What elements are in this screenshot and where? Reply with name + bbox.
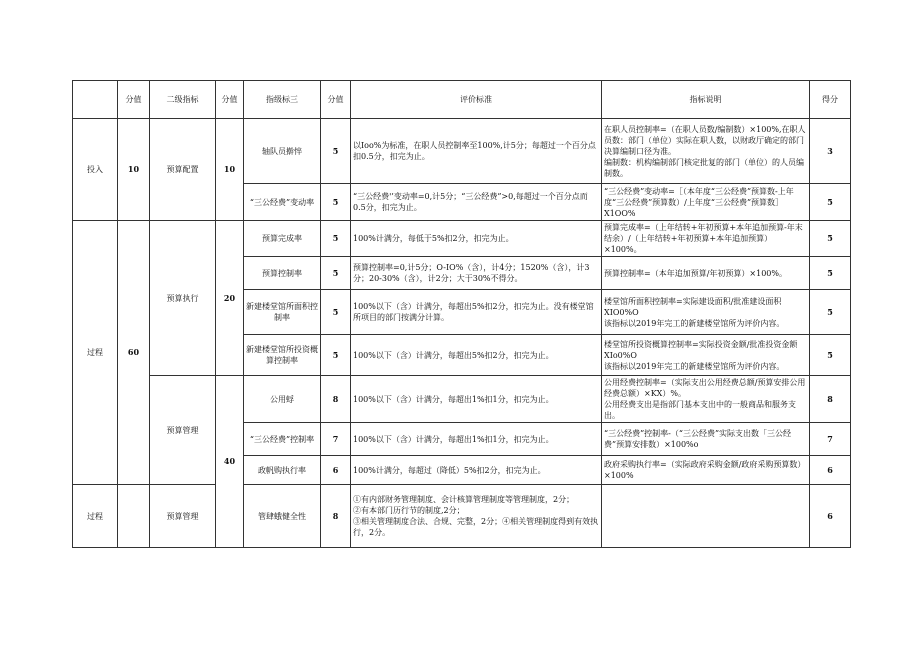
criteria-cell: 100%计满分，每超过（降低）5%扣2分，扣完为止。 bbox=[351, 456, 602, 485]
criteria-cell: 预算控制率=0,计5分；O-IO%（含），计4分；1520%（含），计3分；20-30%（含），计2分；大于30%不得分。 bbox=[351, 257, 602, 290]
criteria-cell: ①有内部财务管理制度、会计核算管理制度等管理制度，2分； ②有本部门历行节的制度,2分； ③相关管理制度合法、合规、完整，2分；④相关管理制度得到有效执行，2分。 bbox=[351, 485, 602, 548]
explanation-cell: “三公经费”变动率=［（本年度“三公经费”预算数-上年度“三公经费”预算数）/上年度“三公经费”预算数］X1OO% bbox=[602, 184, 810, 221]
level3-cell: 公用蜉 bbox=[244, 376, 321, 423]
explanation-cell: 楼堂馆所面积控制率=实际建设面积/批准建设面积 XIO0%O 该指标以2019年完工的新建楼堂馆所为评价内容。 bbox=[602, 290, 810, 335]
result-cell: 5 bbox=[810, 257, 851, 290]
category-cell: 过程 bbox=[73, 221, 118, 485]
level3-score: 5 bbox=[321, 335, 351, 376]
category-score: 60 bbox=[118, 221, 150, 485]
level3-cell: “三公经费”变动率 bbox=[244, 184, 321, 221]
level3-score: 5 bbox=[321, 221, 351, 257]
level2-cell: 预算管理 bbox=[150, 376, 216, 485]
result-cell: 5 bbox=[810, 335, 851, 376]
level2-cell: 预算执行 bbox=[150, 221, 216, 376]
result-cell: 7 bbox=[810, 423, 851, 456]
explanation-cell: 在职人员控制率=（在职人员数/编制数）×100%,在职人员数：部门（单位）实际在职人数，以财政厅确定的部门决算编制口径为准。 编制数：机构编制部门核定批复的部门（单位）的人员编制数。 bbox=[602, 119, 810, 184]
header-explanation: 指标说明 bbox=[602, 81, 810, 119]
level3-cell: 预算控制率 bbox=[244, 257, 321, 290]
level3-score: 7 bbox=[321, 423, 351, 456]
result-cell: 6 bbox=[810, 456, 851, 485]
table-row bbox=[73, 221, 851, 257]
criteria-cell: 100%以下（含）计满分，每超出5%扣2分，扣完为止。没有楼堂馆所项目的部门按满分计算。 bbox=[351, 290, 602, 335]
level3-cell: 政帆购执行率 bbox=[244, 456, 321, 485]
explanation-cell: 政府采购执行率=（实际政府采购金额/政府采购预算数）×100% bbox=[602, 456, 810, 485]
level2-score: 40 bbox=[216, 376, 244, 548]
category-score bbox=[118, 485, 150, 548]
header-indicator-3: 指级标三 bbox=[244, 81, 321, 119]
criteria-cell: 100%以下（含）计满分，每超出5%扣2分，扣完为止。 bbox=[351, 335, 602, 376]
level3-score: 5 bbox=[321, 184, 351, 221]
result-cell: 5 bbox=[810, 184, 851, 221]
level2-score: 20 bbox=[216, 221, 244, 376]
result-cell: 5 bbox=[810, 290, 851, 335]
header-score-3: 分值 bbox=[321, 81, 351, 119]
result-cell: 8 bbox=[810, 376, 851, 423]
table-row bbox=[73, 119, 851, 184]
header-indicator-2: 二级指标 bbox=[150, 81, 216, 119]
level3-cell: 预算完成率 bbox=[244, 221, 321, 257]
explanation-cell: 预算完成率=（上年结转+年初预算+本年追加预算-年末结余）/（上年结转+年初预算+本年追加预算）×100%。 bbox=[602, 221, 810, 257]
level2-cell: 预算管理 bbox=[150, 485, 216, 548]
level3-cell: 管肆蛾健全性 bbox=[244, 485, 321, 548]
level3-score: 5 bbox=[321, 119, 351, 184]
result-cell: 6 bbox=[810, 485, 851, 548]
level3-score: 8 bbox=[321, 485, 351, 548]
explanation-cell: 预算控制率=（本年追加预算/年初预算）×100%。 bbox=[602, 257, 810, 290]
level3-score: 8 bbox=[321, 376, 351, 423]
table-row bbox=[73, 376, 851, 423]
result-cell: 3 bbox=[810, 119, 851, 184]
explanation-cell: “三公经费”控制率-（“三公经费”实际支出数「三公经费”预算安排数）×100%o bbox=[602, 423, 810, 456]
criteria-cell: 100%以下（含）计满分，每超出1%扣1分，扣完为止。 bbox=[351, 376, 602, 423]
criteria-cell: 以Ioo%为标准，在职人员控制率至100%,计5分；每超过一个百分点扣0.5分，扣完为止。 bbox=[351, 119, 602, 184]
level2-score: 10 bbox=[216, 119, 244, 221]
header-score-2: 分值 bbox=[216, 81, 244, 119]
category-cell: 投入 bbox=[73, 119, 118, 221]
table-row bbox=[73, 485, 851, 548]
header-criteria: 评价标准 bbox=[351, 81, 602, 119]
level3-score: 6 bbox=[321, 456, 351, 485]
result-cell: 5 bbox=[810, 221, 851, 257]
level3-score: 5 bbox=[321, 290, 351, 335]
explanation-cell: 楼堂馆所投资概算控制率=实际投资金额/批准投资金额 XIo0%O 该指标以2019年完工的新建楼堂馆所为评价内容。 bbox=[602, 335, 810, 376]
explanation-cell bbox=[602, 485, 810, 548]
header-result: 得分 bbox=[810, 81, 851, 119]
criteria-cell: “三公经费'’变动率=0,计5分；“三公经费”>0,每超过一个百分点而0.5分，扣完为止。 bbox=[351, 184, 602, 221]
level3-cell: 新建楼堂馆所面积控制率 bbox=[244, 290, 321, 335]
level3-score: 5 bbox=[321, 257, 351, 290]
category-cell: 过程 bbox=[73, 485, 118, 548]
header-blank bbox=[73, 81, 118, 119]
criteria-cell: 100%以下（含）计满分，每超出1%扣1分，扣完为止。 bbox=[351, 423, 602, 456]
level3-cell: “三公经费”控制率 bbox=[244, 423, 321, 456]
header-score-1: 分值 bbox=[118, 81, 150, 119]
level3-cell: 新建楼堂馆所投资概算控制率 bbox=[244, 335, 321, 376]
level2-cell: 预算配置 bbox=[150, 119, 216, 221]
category-score: 10 bbox=[118, 119, 150, 221]
header-row bbox=[73, 81, 851, 119]
level3-cell: 轴队员擀悴 bbox=[244, 119, 321, 184]
evaluation-table bbox=[72, 80, 851, 548]
explanation-cell: 公用经费控制率=（实际支出公用经费总额/预算安排公用经费总额）×KX）%。 公用经费支出是指部门基本支出中的一般商品和服务支出。 bbox=[602, 376, 810, 423]
criteria-cell: 100%计满分，每低于5%扣2分，扣完为止。 bbox=[351, 221, 602, 257]
